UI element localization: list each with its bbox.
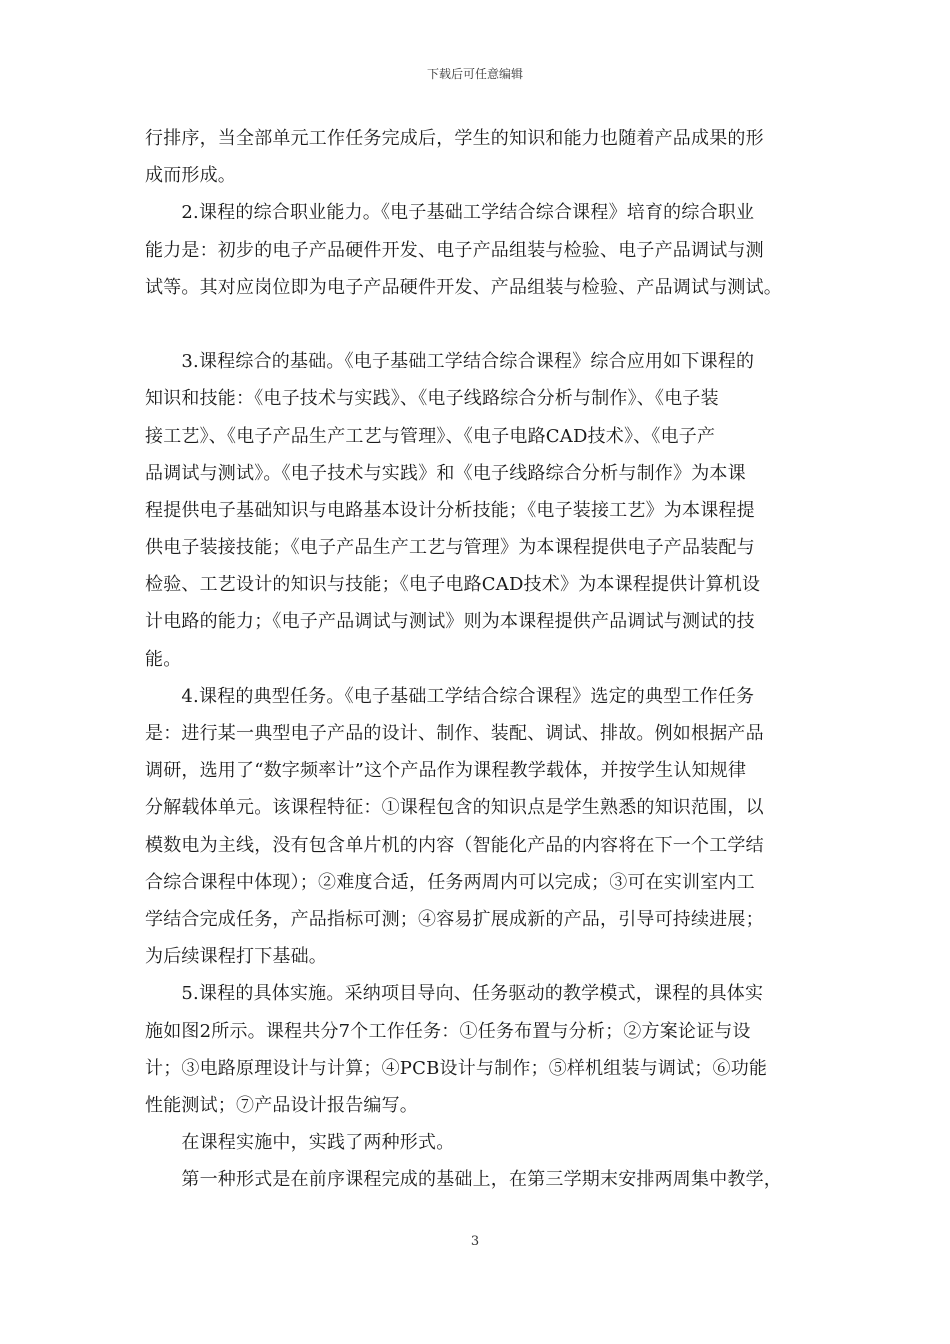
page-number: 3 bbox=[470, 1234, 480, 1249]
text-line: 计；③电路原理设计与计算；④PCB设计与制作；⑤样机组装与调试；⑥功能 bbox=[145, 1057, 768, 1079]
text-line: 调研，选用了“数字频率计”这个产品作为课程教学载体，并按学生认知规律 bbox=[145, 760, 747, 782]
text-line: 品调试与测试》。《电子技术与实践》和《电子线路综合分析与制作》为本课 bbox=[145, 462, 746, 484]
text-line: 接工艺》、《电子产品生产工艺与管理》、《电子电路CAD技术》、《电子产 bbox=[145, 425, 716, 447]
text-line: 检验、工艺设计的知识与技能；《电子电路CAD技术》为本课程提供计算机设 bbox=[145, 574, 761, 596]
page-header: 下载后可任意编辑 bbox=[426, 67, 523, 81]
text-line: 成而形成。 bbox=[145, 165, 236, 187]
text-line: 能。 bbox=[145, 648, 182, 670]
text-line: 分解载体单元。该课程特征：①课程包含的知识点是学生熟悉的知识范围，以 bbox=[145, 797, 764, 819]
text-line: 3.课程综合的基础。《电子基础工学结合综合课程》综合应用如下课程的 bbox=[145, 351, 755, 373]
text-line: 是：进行某一典型电子产品的设计、制作、装配、调试、排故。例如根据产品 bbox=[145, 723, 764, 744]
text-line: 性能测试；⑦产品设计报告编写。 bbox=[145, 1094, 418, 1116]
text-line: 为后续课程打下基础。 bbox=[145, 946, 327, 968]
text-line: 学结合完成任务，产品指标可测；④容易扩展成新的产品，引导可持续进展； bbox=[145, 908, 764, 930]
text-line: 2.课程的综合职业能力。《电子基础工学结合综合课程》培育的综合职业 bbox=[145, 202, 755, 224]
text-line: 5.课程的具体实施。采纳项目导向、任务驱动的教学模式，课程的具体实 bbox=[145, 983, 764, 1005]
text-line: 第一种形式是在前序课程完成的基础上，在第三学期末安排两周集中教学， bbox=[145, 1169, 782, 1191]
text-line: 合综合课程中体现）；②难度合适，任务两周内可以完成；③可在实训室内工 bbox=[145, 871, 755, 893]
text-line: 能力是：初步的电子产品硬件开发、电子产品组装与检验、电子产品调试与测 bbox=[145, 239, 764, 261]
text-line: 试等。其对应岗位即为电子产品硬件开发、产品组装与检验、产品调试与测试。 bbox=[145, 276, 782, 298]
text-line: 程提供电子基础知识与电路基本设计分析技能；《电子装接工艺》为本课程提 bbox=[145, 499, 755, 521]
text-line: 计电路的能力；《电子产品调试与测试》则为本课程提供产品调试与测试的技 bbox=[145, 611, 755, 633]
text-line: 行排序，当全部单元工作任务完成后，学生的知识和能力也随着产品成果的形 bbox=[145, 128, 764, 149]
text-line: 4.课程的典型任务。《电子基础工学结合综合课程》选定的典型工作任务 bbox=[145, 685, 755, 707]
text-line: 模数电为主线，没有包含单片机的内容（智能化产品的内容将在下一个工学结 bbox=[145, 834, 764, 856]
text-line: 在课程实施中，实践了两种形式。 bbox=[145, 1132, 455, 1154]
text-line: 施如图2所示。课程共分7个工作任务：①任务布置与分析；②方案论证与设 bbox=[145, 1020, 751, 1042]
blank-line bbox=[145, 306, 817, 343]
text-line: 供电子装接技能；《电子产品生产工艺与管理》为本课程提供电子产品装配与 bbox=[145, 537, 755, 559]
document-body bbox=[145, 120, 817, 1198]
text-line: 知识和技能：《电子技术与实践》、《电子线路综合分析与制作》、《电子装 bbox=[145, 388, 719, 410]
